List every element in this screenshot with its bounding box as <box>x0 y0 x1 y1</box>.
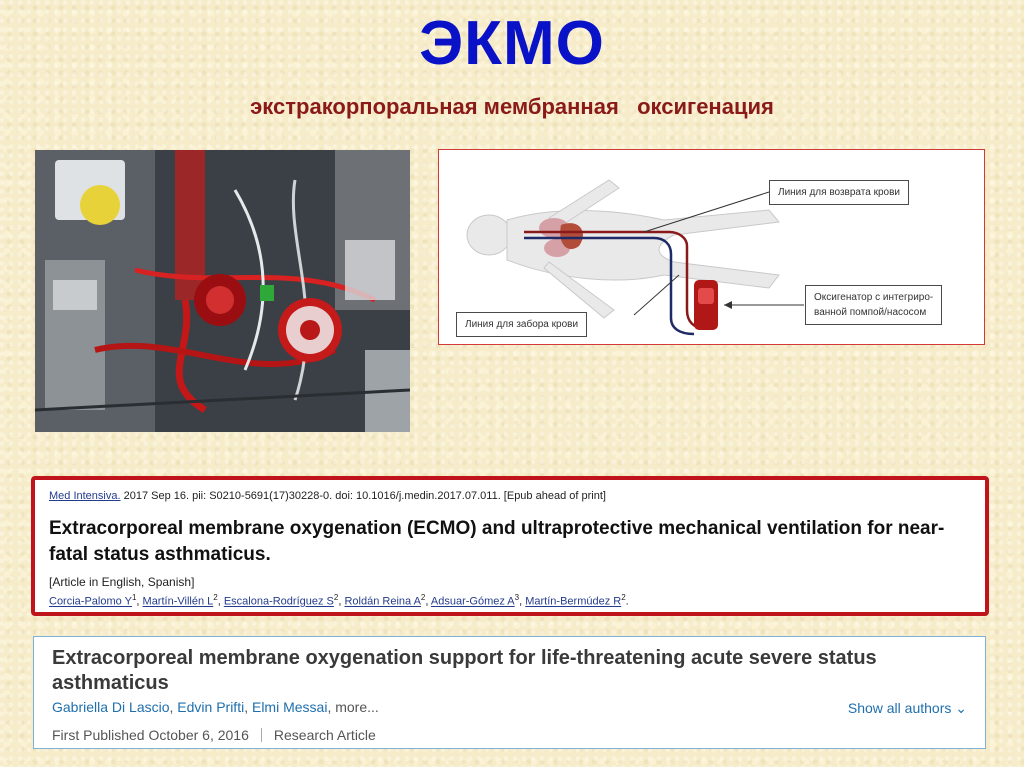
author-link[interactable]: Adsuar-Gómez A <box>430 595 515 608</box>
paper-citation <box>49 490 606 502</box>
author-affiliation-sup: 2 <box>213 593 218 602</box>
author-affiliation-sup: 2 <box>420 593 426 602</box>
article-type: Research Article <box>273 727 376 743</box>
ecmo-equipment-photo <box>35 150 410 432</box>
slide-subtitle: экстракорпоральная мембранная оксигенация <box>250 94 774 119</box>
paper-authors: Corcia-Palomo $Y^1$, Martín-Villén $L^2$, Escalona-Rodríguez $S^2$, Roldán Reina $A^2$, Adsuar-Gómez $A^3$, Martín-Bermúdez $R^2$. <box>49 593 629 608</box>
chevron-down-icon: ⌄ <box>955 700 967 716</box>
author-link[interactable]: Martín-Villén L <box>142 595 214 608</box>
author-link[interactable]: Corcia-Palomo Y <box>49 595 132 608</box>
author-link[interactable]: Martín-Bermúdez R <box>525 595 622 608</box>
author-link[interactable]: Edvin Prifti <box>177 699 245 715</box>
callout-oxygenator-line2: ванной помпой/насосом <box>814 307 927 318</box>
citation-details: 2017 Sep 16. pii: S0210-5691(17)30228-0. doi: 10.1016/j.medin.2017.07.011. [Epub ahead of print] <box>120 490 606 502</box>
paper-language: [Article in English, Spanish] <box>49 575 195 589</box>
author-link[interactable]: Gabriella Di Lascio <box>52 699 170 715</box>
show-all-authors-label: Show all authors <box>847 700 952 716</box>
paper2-meta <box>52 727 376 743</box>
journal-link[interactable]: Med Intensiva. <box>49 490 121 502</box>
more-authors-link[interactable]: more... <box>335 699 379 715</box>
paper2-authors: Gabriella Di Lascio, Edvin Prifti, Elmi Messai, more... <box>52 699 379 715</box>
ecmo-circuit-diagram <box>438 149 985 345</box>
show-all-authors-button[interactable] <box>848 700 967 717</box>
callout-oxygenator <box>805 285 942 325</box>
paper-card-second <box>33 636 986 749</box>
author-affiliation-sup: 3 <box>514 593 520 602</box>
slide-title: ЭКМО <box>419 9 605 78</box>
author-link[interactable]: Roldán Reina A <box>344 595 421 608</box>
author-affiliation-sup: 2 <box>621 593 626 602</box>
meta-divider <box>261 728 262 742</box>
callout-oxygenator-line1: Оксигенатор с интегриро- <box>814 292 934 303</box>
paper-title: Extracorporeal membrane oxygenation (ECMO) and ultraprotective mechanical ventilation for near-fatal status asthmaticus. <box>49 518 945 565</box>
paper2-title: Extracorporeal membrane oxygenation support for life-threatening acute severe status asthmaticus <box>52 647 877 694</box>
callout-drain-line: Линия для забора крови <box>456 312 587 337</box>
publication-date: First Published October 6, 2016 <box>52 727 249 743</box>
callout-return-line: Линия для возврата крови <box>769 180 909 205</box>
author-link[interactable]: Escalona-Rodríguez S <box>223 595 334 608</box>
author-affiliation-sup: 2 <box>333 593 339 602</box>
paper-card-medintensiva <box>31 476 989 616</box>
author-link[interactable]: Elmi Messai <box>251 699 328 715</box>
author-affiliation-sup: 1 <box>131 593 137 602</box>
